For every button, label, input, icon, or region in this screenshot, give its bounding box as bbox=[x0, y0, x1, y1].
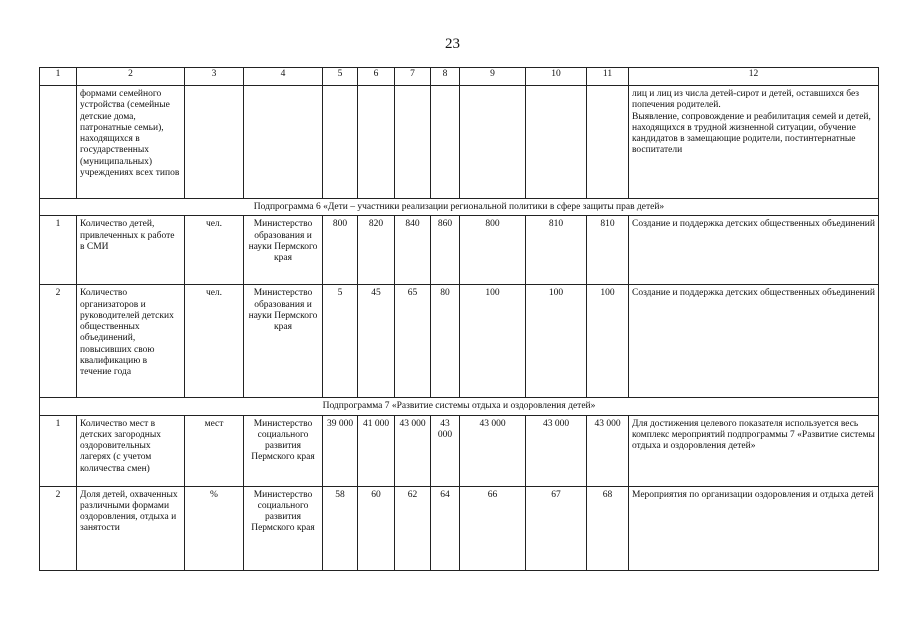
note-cell: Создание и поддержка детских общественных объединений bbox=[629, 285, 879, 398]
unit-cell: мест bbox=[185, 415, 244, 486]
page-number: 23 bbox=[445, 36, 460, 52]
indicator-name: Количество детей, привлеченных к работе в СМИ bbox=[77, 216, 185, 285]
header-cell: 1 bbox=[40, 68, 77, 86]
table-row bbox=[40, 285, 879, 398]
value-cell: 800 bbox=[460, 216, 526, 285]
table-row bbox=[40, 415, 879, 486]
value-cell: 68 bbox=[587, 486, 629, 570]
row-number: 1 bbox=[40, 216, 77, 285]
value-cell: 840 bbox=[395, 216, 431, 285]
table-row bbox=[40, 486, 879, 570]
table-row bbox=[40, 216, 879, 285]
header-cell: 12 bbox=[629, 68, 879, 86]
note-text: лиц и лиц из числа детей-сирот и детей, оставшихся без попечения родителей. bbox=[632, 89, 860, 111]
responsible-org: Министерство социального развития Пермского края bbox=[244, 486, 323, 570]
value-cell: 41 000 bbox=[358, 415, 395, 486]
header-cell: 7 bbox=[395, 68, 431, 86]
subprogram-row bbox=[40, 398, 879, 415]
value-cell: 820 bbox=[358, 216, 395, 285]
header-cell: 9 bbox=[460, 68, 526, 86]
note-cell: Создание и поддержка детских общественных объединений bbox=[629, 216, 879, 285]
note-text: Выявление, сопровождение и реабилитация семей и детей, находящихся в трудной жизненной ситуации, обучение кандидатов в замещающие родители, постинтернатные воспитатели bbox=[632, 111, 871, 156]
header-cell: 6 bbox=[358, 68, 395, 86]
unit-cell: чел. bbox=[185, 285, 244, 398]
row-number: 1 bbox=[40, 415, 77, 486]
value-cell: 5 bbox=[323, 285, 358, 398]
indicator-name: формами семейного устройства (семейные детские дома, патронатные семьи), находящихся в государственных (муниципальных) учреждениях всех типов bbox=[77, 86, 185, 199]
header-cell: 8 bbox=[431, 68, 460, 86]
note-cell bbox=[629, 86, 879, 199]
value-cell: 80 bbox=[431, 285, 460, 398]
responsible-org: Министерство образования и науки Пермского края bbox=[244, 216, 323, 285]
responsible-org: Министерство образования и науки Пермского края bbox=[244, 285, 323, 398]
value-cell: 62 bbox=[395, 486, 431, 570]
responsible-org: Министерство социального развития Пермского края bbox=[244, 415, 323, 486]
note-cell: Для достижения целевого показателя используется весь комплекс мероприятий подпрограммы 7 «Развитие системы отдыха и оздоровления детей» bbox=[629, 415, 879, 486]
subprogram-row bbox=[40, 199, 879, 216]
indicator-name: Доля детей, охваченных различными формами оздоровления, отдыха и занятости bbox=[77, 486, 185, 570]
value-cell: 43 000 bbox=[526, 415, 587, 486]
value-cell: 60 bbox=[358, 486, 395, 570]
header-cell: 5 bbox=[323, 68, 358, 86]
indicator-name: Количество организаторов и руководителей детских общественных объединений, повысивших свою квалификацию в течение года bbox=[77, 285, 185, 398]
value-cell: 860 bbox=[431, 216, 460, 285]
header-cell: 2 bbox=[77, 68, 185, 86]
row-number: 2 bbox=[40, 285, 77, 398]
value-cell: 65 bbox=[395, 285, 431, 398]
value-cell: 67 bbox=[526, 486, 587, 570]
value-cell: 100 bbox=[460, 285, 526, 398]
note-cell: Мероприятия по организации оздоровления и отдыха детей bbox=[629, 486, 879, 570]
value-cell: 43 000 bbox=[587, 415, 629, 486]
header-cell: 11 bbox=[587, 68, 629, 86]
value-cell: 810 bbox=[526, 216, 587, 285]
row-number: 2 bbox=[40, 486, 77, 570]
value-cell: 64 bbox=[431, 486, 460, 570]
value-cell: 810 bbox=[587, 216, 629, 285]
value-cell: 58 bbox=[323, 486, 358, 570]
value-cell: 43 000 bbox=[395, 415, 431, 486]
subprogram-title: Подпрограмма 7 «Развитие системы отдыха и оздоровления детей» bbox=[40, 398, 879, 415]
unit-cell: чел. bbox=[185, 216, 244, 285]
indicator-name: Количество мест в детских загородных оздоровительных лагерях (с учетом количества смен) bbox=[77, 415, 185, 486]
header-cell: 4 bbox=[244, 68, 323, 86]
value-cell: 800 bbox=[323, 216, 358, 285]
header-cell: 10 bbox=[526, 68, 587, 86]
unit-cell: % bbox=[185, 486, 244, 570]
header-cell: 3 bbox=[185, 68, 244, 86]
value-cell: 43 000 bbox=[460, 415, 526, 486]
value-cell: 100 bbox=[526, 285, 587, 398]
value-cell: 39 000 bbox=[323, 415, 358, 486]
indicators-table bbox=[39, 67, 879, 571]
table-row bbox=[40, 86, 879, 199]
value-cell: 45 bbox=[358, 285, 395, 398]
value-cell: 66 bbox=[460, 486, 526, 570]
value-cell: 100 bbox=[587, 285, 629, 398]
value-cell: 43 000 bbox=[431, 415, 460, 486]
header-row bbox=[40, 68, 879, 86]
subprogram-title: Подпрограмма 6 «Дети – участники реализации региональной политики в сфере защиты прав детей» bbox=[40, 199, 879, 216]
